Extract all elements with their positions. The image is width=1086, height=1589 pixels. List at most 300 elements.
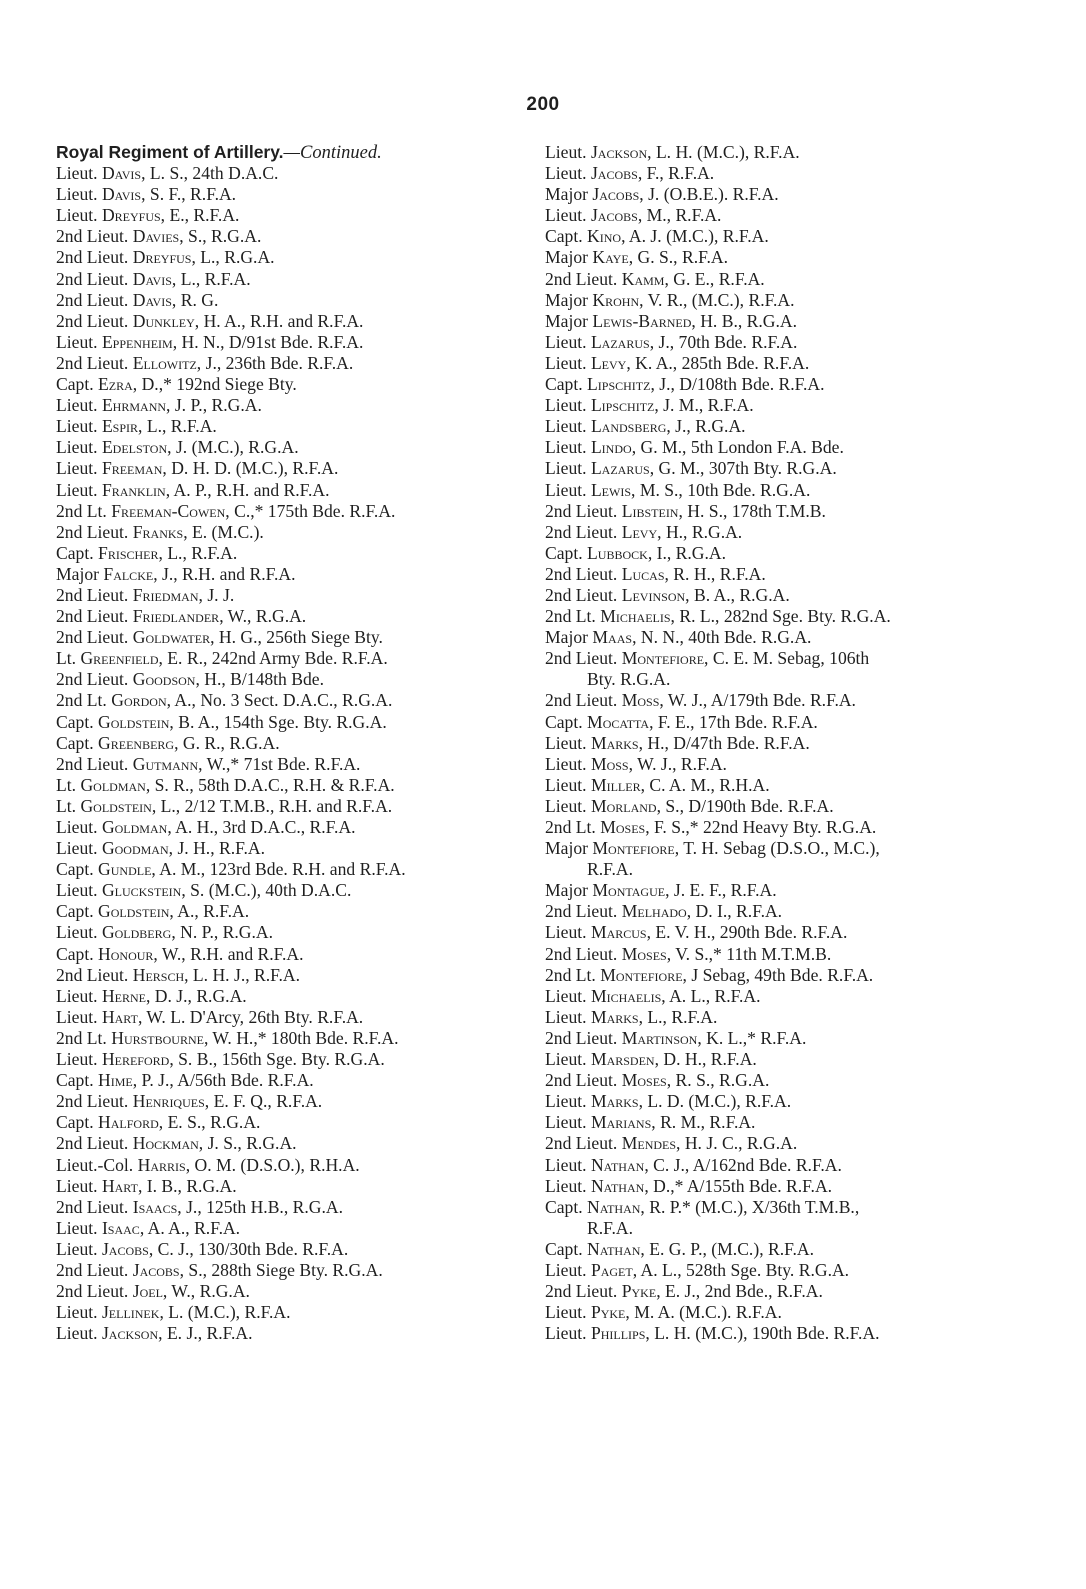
officer-surname: Hart — [101, 1175, 138, 1196]
officer-surname: Jacobs — [132, 1259, 180, 1280]
officer-details: , W., R.G.A. — [162, 1281, 250, 1302]
officer-surname: Ellowitz — [132, 352, 197, 373]
officer-entry — [56, 269, 526, 290]
officer-entry — [56, 1133, 526, 1154]
officer-entry — [56, 458, 526, 479]
officer-details: , E. V. H., 290th Bde. R.F.A. — [646, 922, 848, 943]
officer-rank: Lieut. — [56, 838, 98, 859]
officer-surname: Goldstein — [80, 795, 152, 816]
officer-surname: Joel — [132, 1281, 163, 1302]
officer-entry — [56, 690, 526, 711]
officer-entry — [545, 733, 1030, 754]
officer-rank: Lt. — [56, 795, 77, 816]
officer-details: , H. S., 178th T.M.B. — [678, 500, 826, 521]
officer-surname: Jacobs — [590, 205, 638, 226]
officer-entry — [545, 712, 1030, 733]
officer-entry — [56, 986, 526, 1007]
officer-details: , R. P.* (M.C.), X/36th T.M.B., — [640, 1196, 860, 1217]
regiment-title: Royal Regiment of Artillery. — [56, 142, 284, 162]
officer-surname: Halford — [98, 1112, 159, 1133]
officer-entry — [56, 184, 526, 205]
officer-rank: Lieut. — [56, 1175, 98, 1196]
officer-entry — [56, 775, 526, 796]
officer-details: , J., R.H. and R.F.A. — [153, 563, 296, 584]
officer-details: , E. G. P., (M.C.), R.F.A. — [640, 1238, 814, 1259]
officer-surname: Dreyfus — [101, 205, 161, 226]
officer-rank: 2nd Lt. — [545, 964, 596, 985]
officer-rank: Capt. — [545, 226, 583, 247]
officer-rank: Lieut. — [545, 795, 587, 816]
officer-rank: 2nd Lieut. — [56, 964, 129, 985]
officer-details: , J., 236th Bde. R.F.A. — [196, 352, 354, 373]
officer-surname: Franks — [132, 521, 184, 542]
officer-rank: 2nd Lieut. — [56, 606, 129, 627]
officer-rank: Lieut. — [56, 331, 98, 352]
officer-rank: 2nd Lieut. — [56, 226, 129, 247]
officer-details: , H., R.G.A. — [657, 521, 743, 542]
officer-entry — [545, 163, 1030, 184]
officer-details: , G. M., 5th London F.A. Bde. — [631, 437, 844, 458]
officer-entry — [545, 311, 1030, 332]
officer-entry — [545, 184, 1030, 205]
officer-details: , E. J., 2nd Bde., R.F.A. — [656, 1281, 823, 1302]
officer-surname: Greenfield — [80, 648, 159, 669]
section-heading — [56, 142, 526, 163]
officer-rank: Lieut. — [56, 1006, 98, 1027]
officer-details: , F. E., 17th Bde. R.F.A. — [649, 711, 818, 732]
officer-surname: Espir — [101, 416, 139, 437]
officer-surname: Miller — [590, 774, 641, 795]
officer-details: , O. M. (D.S.O.), R.H.A. — [185, 1154, 360, 1175]
officer-rank: Lieut. — [56, 1238, 98, 1259]
officer-details: , L., R.F.A. — [138, 416, 217, 437]
officer-rank: Lieut. — [545, 205, 587, 226]
officer-entry — [545, 1049, 1030, 1070]
officer-details: , J., 70th Bde. R.F.A. — [649, 331, 798, 352]
officer-surname: Jackson — [101, 1323, 159, 1344]
officer-entry — [545, 1112, 1030, 1133]
officer-rank: 2nd Lt. — [56, 1027, 107, 1048]
officer-details: , N. N., 40th Bde. R.G.A. — [632, 627, 812, 648]
officer-rank: Lieut. — [56, 817, 98, 837]
officer-surname: Marks — [590, 732, 639, 753]
officer-details: , A. J. (M.C.), R.F.A. — [621, 226, 769, 247]
officer-rank: 2nd Lieut. — [545, 1070, 618, 1091]
officer-details: , C.,* 175th Bde. R.F.A. — [225, 500, 396, 521]
officer-surname: Kaye — [592, 247, 629, 268]
officer-details: , E. R., 242nd Army Bde. R.F.A. — [158, 648, 388, 669]
officer-details: , H. G., 256th Siege Bty. — [210, 627, 383, 648]
officer-surname: Gluckstein — [101, 880, 182, 901]
officer-surname: Lipschitz — [590, 395, 655, 416]
officer-details: , M. S., 10th Bde. R.G.A. — [631, 479, 811, 500]
officer-details: , J. (O.B.E.). R.F.A. — [639, 184, 779, 205]
officer-rank: Lieut. — [545, 1112, 587, 1133]
officer-surname: Goldman — [101, 817, 168, 837]
officer-details: , J. H., R.F.A. — [168, 838, 266, 859]
officer-entry — [545, 606, 1030, 627]
officer-entry — [56, 1028, 526, 1049]
officer-rank: 2nd Lieut. — [545, 1133, 618, 1154]
officer-details: , F., R.F.A. — [637, 163, 715, 184]
officer-entry — [56, 522, 526, 543]
officer-entry — [56, 901, 526, 922]
officer-entry — [545, 690, 1030, 711]
officer-entry — [56, 416, 526, 437]
officer-entry — [545, 480, 1030, 501]
officer-details: , P. J., A/56th Bde. R.F.A. — [132, 1070, 314, 1091]
officer-entry — [545, 395, 1030, 416]
officer-rank: 2nd Lieut. — [545, 690, 618, 711]
officer-rank: Lieut. — [545, 1323, 587, 1344]
officer-surname: Davies — [132, 226, 180, 247]
officer-entry — [545, 226, 1030, 247]
officer-details: , K. A., 285th Bde. R.F.A. — [626, 352, 810, 373]
officer-surname: Pyke — [621, 1281, 657, 1302]
officer-rank: 2nd Lt. — [545, 606, 596, 627]
officer-details: , L., 2/12 T.M.B., R.H. and R.F.A. — [151, 795, 393, 816]
officer-rank: Major — [545, 627, 588, 648]
officer-surname: Friedman — [132, 584, 199, 605]
officer-rank: 2nd Lieut. — [545, 648, 618, 669]
officer-surname: Marsden — [590, 1049, 655, 1070]
officer-surname: Kamm — [621, 268, 665, 289]
officer-rank: Lieut. — [56, 395, 98, 416]
officer-entry — [545, 1197, 1030, 1239]
officer-entry — [56, 437, 526, 458]
officer-entry — [545, 374, 1030, 395]
officer-details: , L. (M.C.), R.F.A. — [159, 1302, 291, 1323]
officer-details: , J. J. — [198, 584, 235, 605]
officer-entry — [56, 1176, 526, 1197]
officer-rank: Major — [545, 838, 588, 859]
officer-surname: Goldstein — [98, 711, 170, 732]
officer-entry — [56, 226, 526, 247]
officer-entry — [56, 205, 526, 226]
officer-surname: Kino — [587, 226, 622, 247]
officer-surname: Mendes — [621, 1133, 677, 1154]
officer-rank: Lieut. — [545, 1302, 587, 1323]
officer-details: , J. E. F., R.F.A. — [665, 880, 777, 901]
officer-entry — [56, 564, 526, 585]
officer-surname: Nathan — [587, 1238, 641, 1259]
officer-rank: Lieut. — [56, 458, 98, 479]
officer-details: , I., R.G.A. — [647, 542, 727, 563]
officer-details: , W., R.H. and R.F.A. — [153, 943, 304, 964]
officer-rank: Lieut. — [545, 479, 587, 500]
officer-rank: Lieut. — [56, 416, 98, 437]
officer-entry — [545, 775, 1030, 796]
officer-surname: Lipschitz — [587, 374, 651, 395]
officer-surname: Hersch — [132, 964, 185, 985]
officer-surname: Hart — [101, 1006, 138, 1027]
officer-surname: Lazarus — [590, 458, 650, 479]
officer-details: , C. J., A/162nd Bde. R.F.A. — [644, 1154, 842, 1175]
officer-entry — [545, 1302, 1030, 1323]
officer-details: , G. S., R.F.A. — [628, 247, 728, 268]
officer-surname: Montefiore — [621, 648, 705, 669]
officer-surname: Hime — [98, 1070, 133, 1091]
left-column — [56, 142, 526, 1344]
officer-rank: 2nd Lt. — [56, 690, 107, 711]
officer-details: , L. H. (M.C.), R.F.A. — [647, 142, 800, 162]
officer-details: , B. A., 154th Sge. Bty. R.G.A. — [169, 711, 387, 732]
officer-surname: Moses — [621, 1070, 667, 1091]
officer-details: , S., R.G.A. — [179, 226, 262, 247]
officer-entry — [545, 944, 1030, 965]
officer-rank: Lt. — [56, 774, 77, 795]
officer-surname: Michaelis — [600, 606, 671, 627]
officer-entry — [545, 627, 1030, 648]
officer-rank: Major — [545, 880, 588, 901]
officer-details: , J., D/108th Bde. R.F.A. — [650, 374, 825, 395]
officer-entry — [56, 1281, 526, 1302]
officer-rank: 2nd Lieut. — [56, 521, 129, 542]
officer-details: , L., R.F.A. — [171, 268, 251, 289]
officer-entry — [545, 247, 1030, 268]
officer-entry — [545, 564, 1030, 585]
officer-entry — [56, 922, 526, 943]
officer-entry — [56, 290, 526, 311]
officer-details: , M., R.F.A. — [637, 205, 722, 226]
officer-entry — [545, 585, 1030, 606]
officer-details: , C. E. M. Sebag, 106th — [704, 648, 870, 669]
officer-entry — [545, 1176, 1030, 1197]
officer-details: , S. (M.C.), 40th D.A.C. — [181, 880, 352, 901]
officer-surname: Nathan — [590, 1175, 645, 1196]
officer-entry — [56, 1112, 526, 1133]
officer-rank: Lieut. — [545, 458, 587, 479]
officer-details: , H., B/148th Bde. — [195, 669, 324, 690]
officer-details: , L. H. (M.C.), 190th Bde. R.F.A. — [645, 1323, 880, 1344]
officer-details: , H. N., D/91st Bde. R.F.A. — [172, 331, 364, 352]
officer-surname: Montefiore — [592, 838, 675, 859]
officer-rank: Major — [545, 247, 588, 268]
officer-entry — [56, 669, 526, 690]
officer-details: , A. H., 3rd D.A.C., R.F.A. — [167, 817, 356, 837]
officer-rank: Lieut. — [56, 437, 98, 458]
officer-surname: Frischer — [98, 542, 159, 563]
officer-rank: 2nd Lieut. — [545, 584, 618, 605]
officer-surname: Marks — [590, 1006, 639, 1027]
page-number: 200 — [526, 94, 560, 115]
officer-details: , L., R.F.A. — [158, 542, 238, 563]
officer-surname: Lewis-Barned — [592, 310, 692, 331]
officer-details: , J. M., R.F.A. — [654, 395, 754, 416]
officer-details: , J. S., R.G.A. — [198, 1133, 297, 1154]
officer-surname: Lindo — [590, 437, 632, 458]
officer-details: , E. F. Q., R.F.A. — [204, 1091, 323, 1112]
officer-entry — [545, 1070, 1030, 1091]
officer-rank: 2nd Lieut. — [56, 247, 129, 268]
officer-rank: Capt. — [56, 1112, 94, 1133]
officer-details: , E., R.F.A. — [160, 205, 240, 226]
officer-rank: 2nd Lieut. — [545, 500, 618, 521]
officer-details: , D. H. D. (M.C.), R.F.A. — [162, 458, 339, 479]
officer-entry — [545, 416, 1030, 437]
officer-entry — [56, 838, 526, 859]
officer-details: , J., R.G.A. — [666, 416, 746, 437]
officer-rank: 2nd Lieut. — [56, 1091, 129, 1112]
officer-rank: Capt. — [545, 1196, 583, 1217]
officer-details: , D. I., R.F.A. — [686, 901, 783, 922]
officer-entry — [56, 163, 526, 184]
officer-entry — [545, 648, 1030, 690]
officer-surname: Ehrmann — [101, 395, 167, 416]
officer-surname: Freeman — [101, 458, 163, 479]
officer-surname: Levinson — [621, 584, 686, 605]
officer-entry — [56, 353, 526, 374]
officer-rank: 2nd Lieut. — [56, 753, 129, 774]
officer-surname: Moss — [621, 690, 660, 711]
officer-surname: Goodman — [101, 838, 169, 859]
officer-rank: 2nd Lieut. — [545, 268, 618, 289]
officer-rank: 2nd Lieut. — [56, 1133, 129, 1154]
officer-entry — [56, 374, 526, 395]
officer-surname: Nathan — [590, 1154, 645, 1175]
officer-details: , H. J. C., R.G.A. — [676, 1133, 798, 1154]
officer-entry — [56, 817, 526, 838]
officer-surname: Henriques — [132, 1091, 205, 1112]
officer-surname: Libstein — [621, 500, 679, 521]
officer-surname: Lubbock — [587, 542, 648, 563]
officer-surname: Jacobs — [101, 1238, 149, 1259]
officer-entry — [56, 944, 526, 965]
officer-details: , N. P., R.G.A. — [171, 922, 273, 943]
officer-entry — [56, 712, 526, 733]
officer-surname: Dunkley — [132, 310, 195, 331]
officer-details: , A., R.F.A. — [169, 901, 250, 922]
officer-entry — [545, 269, 1030, 290]
officer-surname: Gordon — [111, 690, 167, 711]
officer-entry — [545, 754, 1030, 775]
officer-rank: Lieut. — [545, 1154, 587, 1175]
officer-rank: 2nd Lieut. — [56, 584, 129, 605]
officer-entry — [545, 142, 1030, 163]
officer-rank: Lieut. — [56, 184, 98, 205]
officer-rank: Lieut. — [545, 732, 587, 753]
officer-details: , E. J., R.F.A. — [158, 1323, 253, 1344]
officer-entry — [545, 1133, 1030, 1154]
officer-rank: Lieut. — [545, 395, 587, 416]
officer-surname: Hockman — [132, 1133, 199, 1154]
officer-details-continuation: R.F.A. — [587, 859, 634, 880]
officer-details: , E. S., R.G.A. — [158, 1112, 261, 1133]
officer-rank: Lieut. — [545, 1049, 587, 1070]
officer-surname: Moses — [621, 943, 667, 964]
officer-rank: Lieut. — [545, 1259, 587, 1280]
officer-surname: Eppenheim — [101, 331, 173, 352]
officer-surname: Goldwater — [132, 627, 211, 648]
officer-details: , D.,* 192nd Siege Bty. — [132, 374, 297, 395]
officer-rank: Capt. — [56, 542, 94, 563]
officer-details: , I. B., R.G.A. — [137, 1175, 237, 1196]
officer-surname: Falcke — [103, 563, 154, 584]
officer-surname: Ezra — [98, 374, 133, 395]
officer-details: , R. G. — [171, 289, 219, 310]
officer-rank: Capt. — [56, 1070, 94, 1091]
officer-surname: Michaelis — [590, 985, 662, 1006]
officer-rank: Major — [545, 184, 588, 205]
officer-rank: Major — [545, 310, 588, 331]
officer-surname: Morland — [590, 795, 657, 816]
officer-rank: Capt. — [545, 711, 583, 732]
officer-entry — [545, 901, 1030, 922]
officer-surname: Maas — [592, 627, 633, 648]
right-column — [545, 142, 1030, 1344]
officer-rank: 2nd Lieut. — [56, 352, 129, 373]
officer-surname: Nathan — [587, 1196, 641, 1217]
officer-surname: Isaacs — [132, 1196, 178, 1217]
officer-entry — [545, 880, 1030, 901]
officer-details: , A., No. 3 Sect. D.A.C., R.G.A. — [166, 690, 393, 711]
officer-surname: Lewis — [590, 479, 632, 500]
officer-entry — [56, 796, 526, 817]
officer-surname: Paget — [590, 1259, 633, 1280]
officer-rank: Lieut. — [56, 1323, 98, 1344]
officer-details: , W. L. D'Arcy, 26th Bty. R.F.A. — [137, 1006, 364, 1027]
officer-entry — [56, 1070, 526, 1091]
officer-rank: 2nd Lieut. — [545, 1027, 618, 1048]
officer-entry — [545, 501, 1030, 522]
officer-rank: 2nd Lieut. — [56, 268, 129, 289]
officer-rank: Lieut. — [56, 1217, 98, 1238]
officer-rank: 2nd Lt. — [56, 500, 107, 521]
officer-entry — [56, 1260, 526, 1281]
officer-details: , V. R., (M.C.), R.F.A. — [639, 289, 795, 310]
officer-entry — [545, 922, 1030, 943]
officer-rank: 2nd Lt. — [545, 817, 596, 837]
officer-details: , A. A., R.F.A. — [139, 1217, 241, 1238]
officer-surname: Jacobs — [590, 163, 638, 184]
officer-entry — [56, 543, 526, 564]
officer-surname: Landsberg — [590, 416, 667, 437]
officer-details-continuation: R.F.A. — [587, 1217, 634, 1238]
officer-details: , H. A., R.H. and R.F.A. — [194, 310, 364, 331]
officer-details: , M. A. (M.C.). R.F.A. — [625, 1302, 782, 1323]
officer-details: , W. J., A/179th Bde. R.F.A. — [659, 690, 856, 711]
officer-entry — [56, 627, 526, 648]
officer-details: , G. M., 307th Bty. R.G.A. — [649, 458, 837, 479]
officer-rank: Lieut. — [545, 753, 587, 774]
officer-surname: Pyke — [590, 1302, 626, 1323]
officer-details: , K. L.,* R.F.A. — [697, 1027, 807, 1048]
officer-surname: Gundle — [98, 859, 152, 880]
officer-details: , S. R., 58th D.A.C., R.H. & R.F.A. — [145, 774, 395, 795]
officer-details: , E. (M.C.). — [183, 521, 264, 542]
officer-entry — [56, 332, 526, 353]
officer-entry — [56, 395, 526, 416]
officer-details: , R. M., R.F.A. — [651, 1112, 756, 1133]
officer-rank: Lieut. — [56, 985, 98, 1006]
officer-details: , H., D/47th Bde. R.F.A. — [638, 732, 810, 753]
officer-rank: 2nd Lieut. — [56, 1196, 129, 1217]
officer-rank: 2nd Lieut. — [56, 669, 129, 690]
officer-entry — [56, 965, 526, 986]
officer-surname: Davis — [101, 184, 142, 205]
officer-rank: Major — [545, 289, 588, 310]
officer-entry — [545, 1281, 1030, 1302]
officer-surname: Levy — [621, 521, 658, 542]
officer-rank: Lieut. — [56, 1049, 98, 1070]
officer-surname: Lazarus — [590, 331, 650, 352]
officer-rank: 2nd Lieut. — [56, 1281, 129, 1302]
officer-entry — [56, 1091, 526, 1112]
officer-rank: Lieut. — [545, 142, 587, 162]
officer-entry — [545, 437, 1030, 458]
officer-details: , V. S.,* 11th M.T.M.B. — [666, 943, 832, 964]
officer-surname: Jellinek — [101, 1302, 160, 1323]
